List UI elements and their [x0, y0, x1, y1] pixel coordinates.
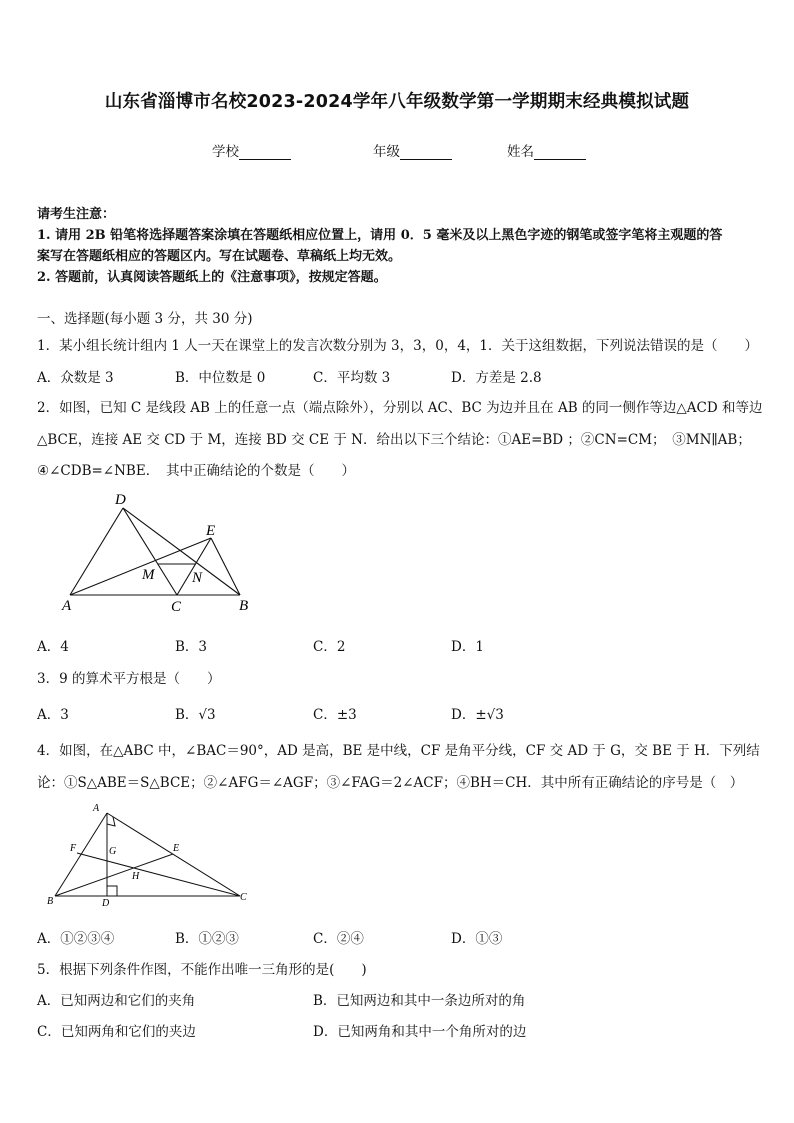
grade-label: 年级 — [373, 144, 400, 160]
segment-eb — [211, 538, 240, 595]
label-a: A — [93, 803, 100, 814]
q5-option-d[interactable]: D．已知两角和其中一个角所对的边 — [313, 1024, 527, 1040]
q5-option-a[interactable]: A．已知两边和它们的夹角 — [37, 993, 196, 1009]
q4-figure — [40, 798, 260, 910]
q3-option-c[interactable]: C．±3 — [313, 707, 357, 723]
segment-ad — [70, 508, 123, 595]
label-d: D — [115, 492, 126, 508]
q5-option-c[interactable]: C．已知两角和它们的夹边 — [37, 1024, 196, 1040]
q1-stem: 1．某小组长统计组内 1 人一天在课堂上的发言次数分别为 3，3，0，4，1．关于这组数据，下列说法错误的是（ ） — [37, 338, 758, 354]
segment-be — [55, 854, 173, 896]
q2-figure — [55, 488, 270, 618]
notice-line-1b: 案写在答题纸相应的答题区内。写在试题卷、草稿纸上均无效。 — [37, 249, 402, 264]
segment-ce — [177, 538, 211, 595]
label-b: B — [239, 598, 249, 614]
label-f: F — [70, 843, 77, 854]
q3-option-a[interactable]: A．3 — [37, 707, 69, 723]
label-m: M — [142, 567, 155, 583]
notice-line-1a: 1. 请用 2B 铅笔将选择题答案涂填在答题纸相应位置上，请用 0．5 毫米及以上黑色字迹的钢笔或签字笔将主观题的答 — [37, 228, 723, 243]
right-angle-a — [107, 817, 115, 826]
label-n: N — [192, 570, 203, 586]
q4-option-d[interactable]: D．①③ — [451, 931, 503, 947]
q4-line-1: 4．如图，在△ABC 中，∠BAC＝90°，AD 是高，BE 是中线，CF 是角平分线，CF 交 AD 于 G，交 BE 于 H．下列结 — [37, 743, 760, 759]
q3-stem: 3．9 的算术平方根是（ ） — [37, 671, 221, 687]
q2-line-2: △BCE，连接 AE 交 CD 于 M，连接 BD 交 CE 于 N．给出以下三个结论：①AE=BD ；②CN=CM； ③MN∥AB； — [37, 432, 751, 448]
name-label: 姓名 — [507, 144, 534, 160]
q2-option-a[interactable]: A．4 — [37, 639, 69, 655]
label-b: B — [47, 896, 54, 907]
school-label: 学校 — [212, 144, 239, 160]
q5-option-b[interactable]: B．已知两边和其中一条边所对的角 — [313, 993, 526, 1009]
label-c: C — [240, 892, 247, 903]
q4-line-2: 论：①S△ABE＝S△BCE；②∠AFG＝∠AGF；③∠FAG＝2∠ACF；④BH＝CH．其中所有正确结论的序号是（ ） — [37, 775, 744, 791]
label-a: A — [62, 598, 72, 614]
q3-option-d[interactable]: D．±√3 — [451, 707, 504, 723]
right-angle-d — [107, 886, 117, 896]
q1-option-a[interactable]: A．众数是 3 — [37, 370, 114, 386]
q4-option-c[interactable]: C．②④ — [313, 931, 364, 947]
q1-option-d[interactable]: D．方差是 2.8 — [451, 370, 542, 386]
label-g: G — [109, 846, 117, 857]
notice-heading: 请考生注意： — [37, 207, 116, 222]
segment-db — [123, 508, 240, 595]
label-h: H — [132, 871, 140, 882]
q4-option-a[interactable]: A．①②③④ — [37, 931, 115, 947]
grade-blank[interactable] — [400, 145, 452, 160]
q5-stem: 5．根据下列条件作图，不能作出唯一三角形的是( ) — [37, 962, 367, 978]
label-e: E — [173, 843, 180, 854]
notice-line-2: 2. 答题前，认真阅读答题纸上的《注意事项》，按规定答题。 — [37, 270, 387, 285]
q2-option-b[interactable]: B．3 — [175, 639, 208, 655]
name-blank[interactable] — [534, 145, 586, 160]
q2-line-3: ④∠CDB=∠NBE． 其中正确结论的个数是（ ） — [37, 463, 355, 479]
label-c: C — [171, 599, 182, 615]
page-title: 山东省淄博市名校2023-2024学年八年级数学第一学期期末经典模拟试题 — [104, 92, 690, 112]
q1-option-b[interactable]: B．中位数是 0 — [175, 370, 266, 386]
q2-line-1: 2．如图，已知 C 是线段 AB 上的任意一点（端点除外），分别以 AC、BC 为边并且在 AB 的同一侧作等边△ACD 和等边 — [37, 400, 763, 416]
segment-ac — [107, 813, 240, 896]
q2-option-c[interactable]: C．2 — [313, 639, 346, 655]
label-d: D — [102, 898, 110, 909]
q4-option-b[interactable]: B．①②③ — [175, 931, 239, 947]
grade-field[interactable] — [373, 140, 452, 160]
q1-option-c[interactable]: C．平均数 3 — [313, 370, 391, 386]
q3-option-b[interactable]: B．√3 — [175, 707, 216, 723]
label-e: E — [206, 523, 216, 539]
name-field[interactable] — [507, 140, 586, 160]
section-heading: 一、选择题(每小题 3 分，共 30 分) — [37, 311, 253, 327]
school-field[interactable] — [212, 140, 291, 160]
q2-option-d[interactable]: D．1 — [451, 639, 484, 655]
segment-ae — [70, 538, 211, 595]
school-blank[interactable] — [239, 145, 291, 160]
